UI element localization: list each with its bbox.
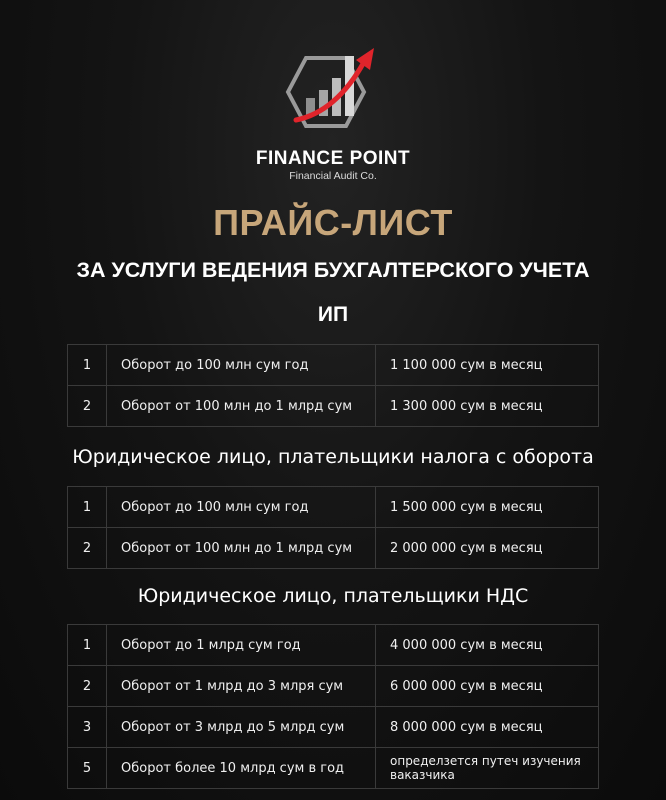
row-description: Оборот до 100 млн сум год	[107, 345, 376, 386]
table-row	[68, 386, 599, 427]
row-number: 1	[68, 487, 107, 528]
section-title-vat: Юридическое лицо, плательщики НДС	[137, 585, 529, 607]
table-row	[68, 625, 599, 666]
row-number: 5	[68, 748, 107, 789]
table-row	[68, 707, 599, 748]
row-description: Оборот от 3 млрд до 5 млрд сум	[107, 707, 376, 748]
row-price: 1 500 000 сум в месяц	[376, 487, 599, 528]
page-title: ПРАЙС-ЛИСТ	[213, 202, 453, 243]
row-price: определзется путеч изучения ваказчика	[376, 748, 599, 789]
row-number: 2	[68, 386, 107, 427]
row-number: 3	[68, 707, 107, 748]
row-price: 2 000 000 сум в месяц	[376, 528, 599, 569]
row-description: Оборот более 10 млрд сум в год	[107, 748, 376, 789]
row-description: Оборот от 100 млн до 1 млрд сум	[107, 528, 376, 569]
row-price: 1 300 000 сум в месяц	[376, 386, 599, 427]
row-description: Оборот от 100 млн до 1 млрд сум	[107, 386, 376, 427]
table-row	[68, 666, 599, 707]
section-title-ip: ИП	[317, 303, 349, 326]
section-title-turnover-tax: Юридическое лицо, плательщики налога с оборота	[72, 446, 594, 468]
row-description: Оборот от 1 млрд до 3 млря сум	[107, 666, 376, 707]
table-row	[68, 487, 599, 528]
row-price: 8 000 000 сум в месяц	[376, 707, 599, 748]
rising-chart-hexagon-icon	[266, 40, 400, 150]
row-description: Оборот до 100 млн сум год	[107, 487, 376, 528]
row-number: 2	[68, 666, 107, 707]
price-table-ip	[67, 344, 599, 427]
row-description: Оборот до 1 млрд сум год	[107, 625, 376, 666]
price-table-vat	[67, 624, 599, 789]
table-row	[68, 528, 599, 569]
page-subtitle: ЗА УСЛУГИ ВЕДЕНИЯ БУХГАЛТЕРСКОГО УЧЕТА	[76, 258, 590, 282]
row-price: 1 100 000 сум в месяц	[376, 345, 599, 386]
row-number: 1	[68, 625, 107, 666]
table-row	[68, 748, 599, 789]
row-price: 6 000 000 сум в месяц	[376, 666, 599, 707]
brand-tagline: Financial Audit Co.	[289, 170, 377, 182]
row-number: 2	[68, 528, 107, 569]
table-row	[68, 345, 599, 386]
price-table-turnover-tax	[67, 486, 599, 569]
row-price: 4 000 000 сум в месяц	[376, 625, 599, 666]
row-number: 1	[68, 345, 107, 386]
brand-name: FINANCE POINT	[255, 148, 411, 169]
